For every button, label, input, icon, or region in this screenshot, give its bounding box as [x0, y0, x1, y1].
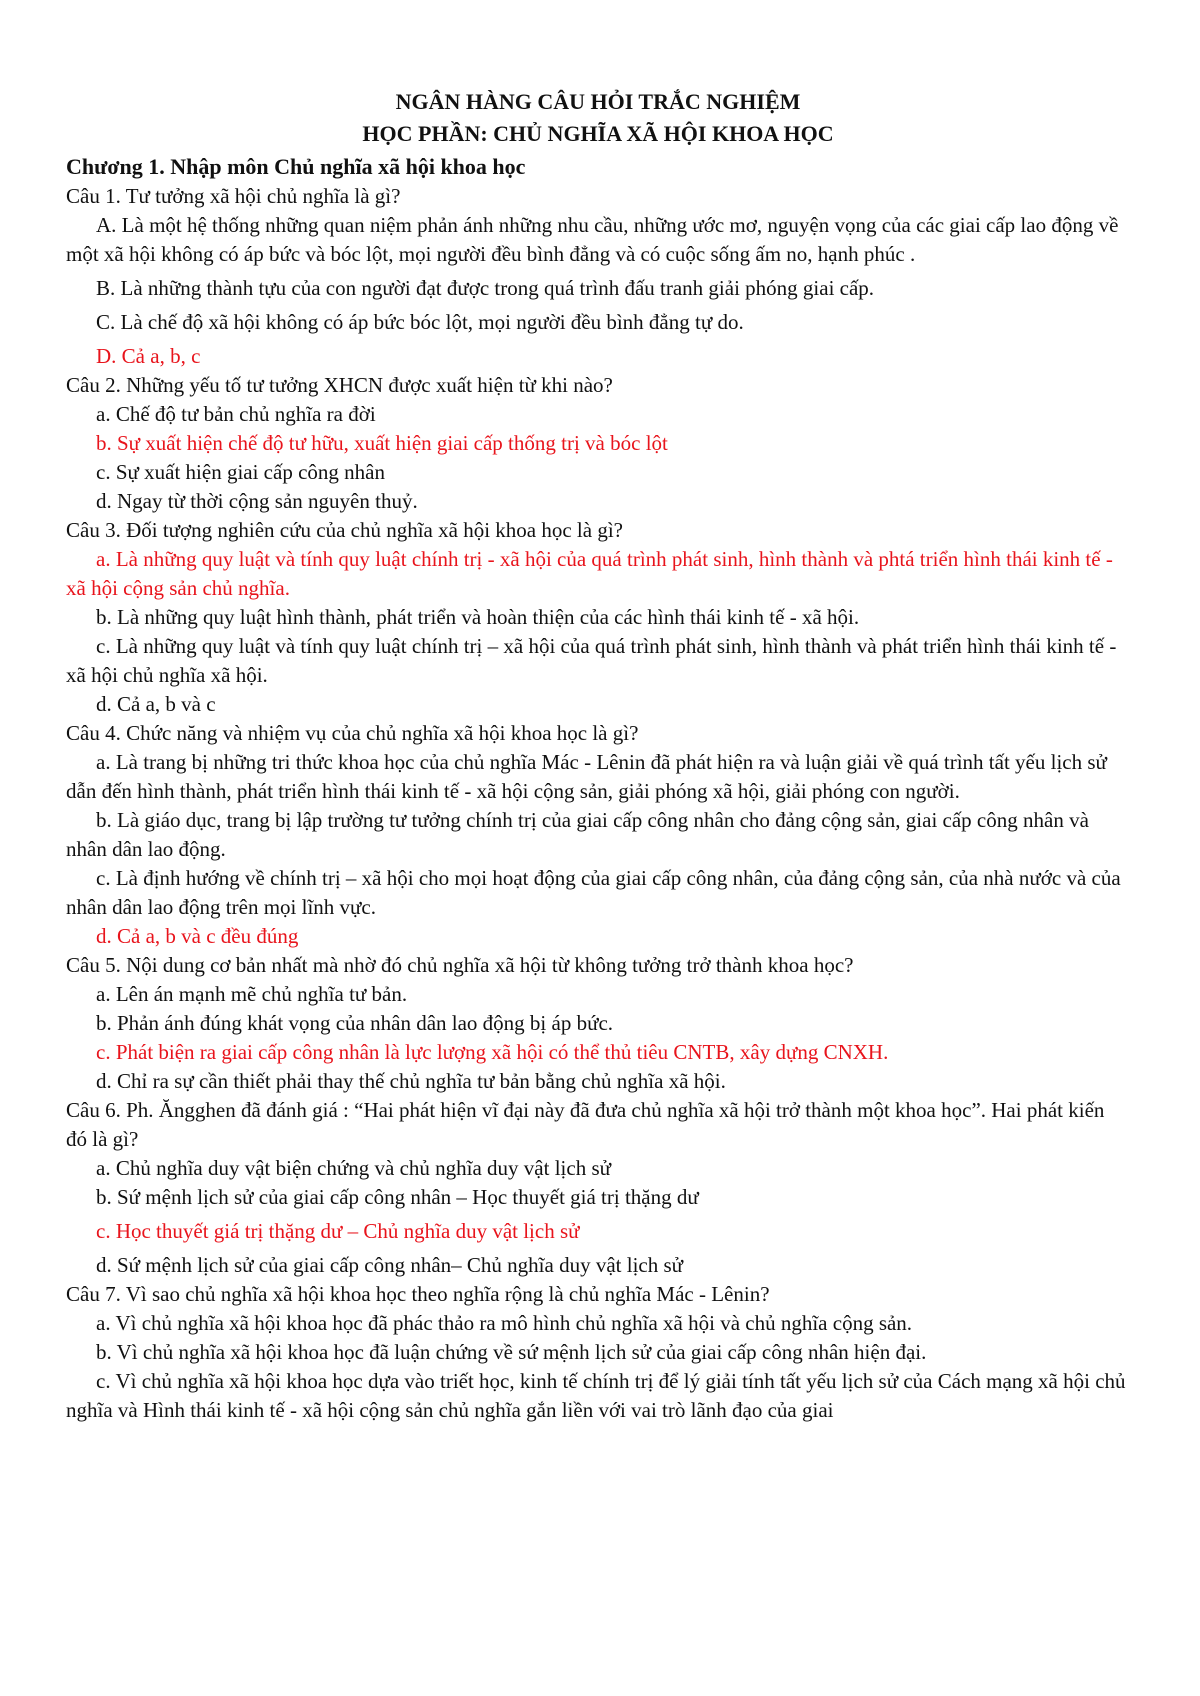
option-c: c. Phát biện ra giai cấp công nhân là lực lượng xã hội có thể thủ tiêu CNTB, xây dựng CNXH.	[96, 1040, 889, 1064]
document-title	[66, 86, 1130, 150]
question-1	[66, 182, 1130, 371]
option-a: a. Là trang bị những tri thức khoa học của chủ nghĩa Mác - Lênin đã phát hiện ra và luận giải về quá trình tất yếu lịch sử dẫn đến hình thành, phát triển hình thái kinh tế - xã hội cộng sản, giải phóng xã hội, giải phóng con người.	[66, 750, 1107, 803]
option-a: a. Chế độ tư bản chủ nghĩa ra đời	[96, 402, 376, 426]
option-d: d. Cả a, b và c đều đúng	[96, 924, 299, 948]
question-text: Câu 5. Nội dung cơ bản nhất mà nhờ đó chủ nghĩa xã hội từ không tưởng trở thành khoa học?	[66, 953, 854, 977]
document-page	[66, 86, 1130, 1425]
question-text: Câu 2. Những yếu tố tư tưởng XHCN được xuất hiện từ khi nào?	[66, 373, 613, 397]
option-a: a. Vì chủ nghĩa xã hội khoa học đã phác thảo ra mô hình chủ nghĩa xã hội và chủ nghĩa cộng sản.	[96, 1311, 913, 1335]
question-text: Câu 3. Đối tượng nghiên cứu của chủ nghĩa xã hội khoa học là gì?	[66, 518, 623, 542]
option-c: C. Là chế độ xã hội không có áp bức bóc lột, mọi người đều bình đẳng tự do.	[96, 310, 744, 334]
option-b: B. Là những thành tựu của con người đạt được trong quá trình đấu tranh giải phóng giai cấp.	[96, 276, 875, 300]
option-b: b. Sứ mệnh lịch sử của giai cấp công nhân – Học thuyết giá trị thặng dư	[96, 1185, 699, 1209]
option-b: b. Phản ánh đúng khát vọng của nhân dân lao động bị áp bức.	[96, 1011, 614, 1035]
option-d: d. Cả a, b và c	[96, 692, 216, 716]
question-text: Câu 6. Ph. Ăngghen đã đánh giá : “Hai phát hiện vĩ đại này đã đưa chủ nghĩa xã hội trở thành một khoa học”. Hai phát kiến đó là gì?	[66, 1098, 1105, 1151]
question-5	[66, 951, 1130, 1096]
chapter-heading: Chương 1. Nhập môn Chủ nghĩa xã hội khoa học	[66, 154, 526, 179]
option-c: c. Sự xuất hiện giai cấp công nhân	[96, 460, 385, 484]
title-line-2: HỌC PHẦN: CHỦ NGHĨA XÃ HỘI KHOA HỌC	[362, 121, 834, 146]
option-b: b. Là những quy luật hình thành, phát triển và hoàn thiện của các hình thái kinh tế - xã hội.	[96, 605, 860, 629]
question-6	[66, 1096, 1130, 1280]
option-b: b. Sự xuất hiện chế độ tư hữu, xuất hiện giai cấp thống trị và bóc lột	[96, 431, 668, 455]
title-line-1: NGÂN HÀNG CÂU HỎI TRẮC NGHIỆM	[395, 89, 801, 114]
option-d: d. Ngay từ thời cộng sản nguyên thuỷ.	[96, 489, 418, 513]
question-7	[66, 1280, 1130, 1425]
option-c: c. Là những quy luật và tính quy luật chính trị – xã hội của quá trình phát sinh, hình thành và phát triển hình thái kinh tế - xã hội chủ nghĩa xã hội.	[66, 634, 1117, 687]
option-d: D. Cả a, b, c	[96, 344, 201, 368]
question-2	[66, 371, 1130, 516]
option-a: a. Lên án mạnh mẽ chủ nghĩa tư bản.	[96, 982, 408, 1006]
option-a: A. Là một hệ thống những quan niệm phản ánh những nhu cầu, những ước mơ, nguyện vọng của các giai cấp lao động về một xã hội không có áp bức và bóc lột, mọi người đều bình đẳng và có cuộc sống ấm no, hạnh phúc .	[66, 213, 1119, 266]
option-b: b. Là giáo dục, trang bị lập trường tư tưởng chính trị của giai cấp công nhân cho đảng cộng sản, giai cấp công nhân và nhân dân lao động.	[66, 808, 1089, 861]
question-text: Câu 7. Vì sao chủ nghĩa xã hội khoa học theo nghĩa rộng là chủ nghĩa Mác - Lênin?	[66, 1282, 770, 1306]
option-c: c. Vì chủ nghĩa xã hội khoa học dựa vào triết học, kinh tế chính trị để lý giải tính tất yếu lịch sử của Cách mạng xã hội chủ nghĩa và Hình thái kinh tế - xã hội cộng sản chủ nghĩa gắn liền với vai trò lãnh đạo của giai	[66, 1369, 1126, 1422]
option-d: d. Sứ mệnh lịch sử của giai cấp công nhân– Chủ nghĩa duy vật lịch sử	[96, 1253, 684, 1277]
question-text: Câu 1. Tư tưởng xã hội chủ nghĩa là gì?	[66, 184, 401, 208]
option-a: a. Là những quy luật và tính quy luật chính trị - xã hội của quá trình phát sinh, hình thành và phtá triển hình thái kinh tế - xã hội cộng sản chủ nghĩa.	[66, 547, 1113, 600]
question-4	[66, 719, 1130, 951]
question-text: Câu 4. Chức năng và nhiệm vụ của chủ nghĩa xã hội khoa học là gì?	[66, 721, 639, 745]
option-c: c. Là định hướng về chính trị – xã hội cho mọi hoạt động của giai cấp công nhân, của đảng cộng sản, của nhà nước và của nhân dân lao động trên mọi lĩnh vực.	[66, 866, 1121, 919]
option-d: d. Chỉ ra sự cần thiết phải thay thế chủ nghĩa tư bản bằng chủ nghĩa xã hội.	[96, 1069, 726, 1093]
option-a: a. Chủ nghĩa duy vật biện chứng và chủ nghĩa duy vật lịch sử	[96, 1156, 611, 1180]
question-3	[66, 516, 1130, 719]
option-b: b. Vì chủ nghĩa xã hội khoa học đã luận chứng về sứ mệnh lịch sử của giai cấp công nhân hiện đại.	[96, 1340, 927, 1364]
option-c: c. Học thuyết giá trị thặng dư – Chủ nghĩa duy vật lịch sử	[96, 1219, 580, 1243]
